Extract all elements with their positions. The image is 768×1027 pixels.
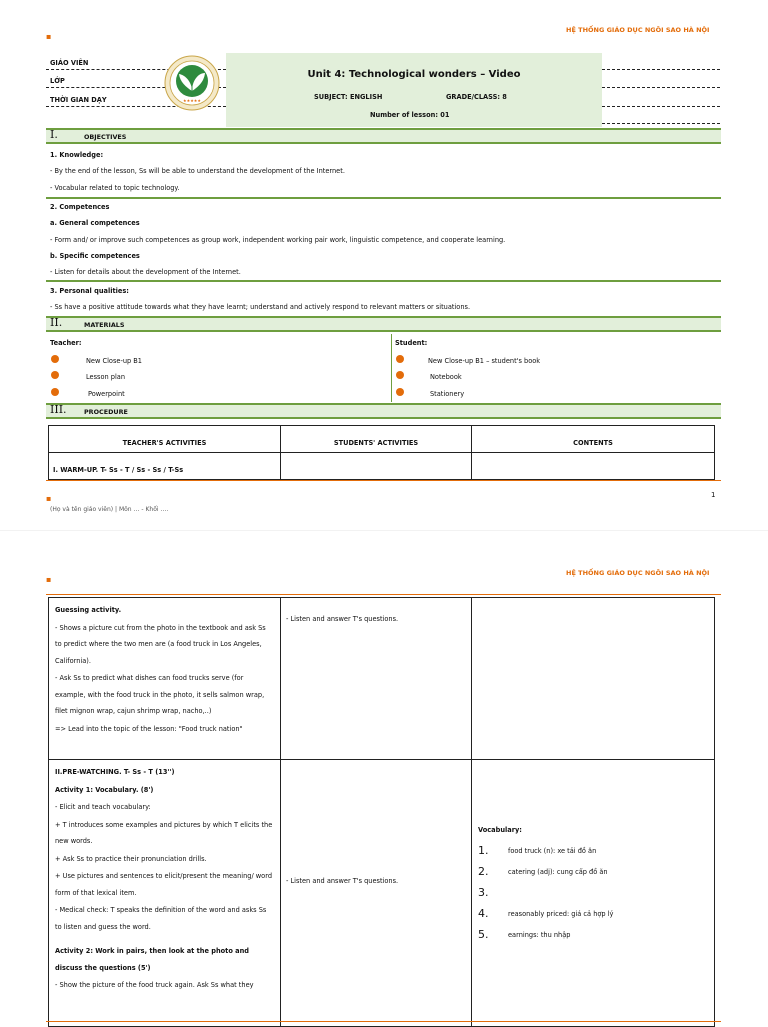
page2-header-mark: ▪ [46, 575, 52, 584]
general-competences-heading: a. General competences [50, 219, 140, 227]
lesson-number: Number of lesson: 01 [370, 111, 450, 119]
info-label-time: THỜI GIAN DẠY [50, 96, 107, 104]
procedure-table [48, 597, 715, 1027]
teacher-label: Teacher: [50, 339, 82, 347]
vocab-term: earnings: thu nhập [508, 930, 571, 939]
activity1-paragraph: + Ask Ss to practice their pronunciation drills. [55, 854, 207, 863]
student-material: Notebook [430, 373, 462, 381]
column-header-label: TEACHER'S ACTIVITIES [122, 438, 207, 447]
divider [46, 280, 721, 282]
procedure-table-header [48, 425, 715, 480]
table-cell [472, 453, 715, 480]
column-header-label: STUDENTS' ACTIVITIES [333, 438, 419, 447]
personal-qualities-heading: 3. Personal qualities: [50, 287, 129, 295]
vocab-number: 3. [478, 886, 489, 899]
column-header [472, 426, 715, 453]
activity2-heading: Activity 2: Work in pairs, then look at the photo and discuss the questions (5') [55, 947, 250, 972]
page2-bottom-rule [46, 1021, 721, 1022]
teacher-material: New Close-up B1 [86, 357, 142, 365]
page1-header-mark: ▪ [46, 32, 52, 41]
guessing-paragraph: - Shows a picture cut from the photo in the textbook and ask Ss to predict where the two men are (a food truck in Los Angeles, California). [55, 623, 266, 665]
teacher-material: Lesson plan [86, 373, 126, 381]
bullet-icon [51, 355, 59, 363]
specific-competences-heading: b. Specific competences [50, 252, 140, 260]
bullet-icon [396, 355, 404, 363]
page1-header-org: HỆ THỐNG GIÁO DỤC NGÔI SAO HÀ NỘI [566, 26, 710, 34]
vocab-item [478, 861, 708, 882]
vocabulary-heading: Vocabulary: [478, 826, 522, 834]
page1-bottom-rule [46, 480, 721, 481]
info-line-4 [602, 69, 720, 70]
materials-column-divider [391, 334, 392, 402]
student-label: Student: [395, 339, 428, 347]
warmup-cell [49, 453, 281, 480]
student-activity-text: - Listen and answer T's questions. [286, 877, 399, 885]
activity1-paragraph: - Medical check: T speaks the definition of the word and asks Ss to listen and guess the word. [55, 906, 267, 931]
bullet-icon [51, 388, 59, 396]
subject-label: SUBJECT: ENGLISH [314, 93, 383, 101]
page2-top-rule [46, 594, 721, 595]
section-label: OBJECTIVES [84, 133, 127, 141]
teacher-material: Powerpoint [88, 390, 125, 398]
student-material: Stationery [430, 390, 465, 398]
page-footer: (Họ và tên giáo viên) | Môn … - Khối …. [50, 506, 169, 513]
vocab-number: 4. [478, 907, 489, 920]
page1-footer-mark: ▪ [46, 494, 52, 503]
knowledge-item: - Vocabular related to topic technology. [50, 184, 180, 192]
activity1-paragraph: + Use pictures and sentences to elicit/present the meaning/ word form of that lexical item. [55, 872, 273, 897]
info-line-5 [602, 87, 720, 88]
column-header [49, 426, 281, 453]
student-activity-text: - Listen and answer T's questions. [286, 615, 399, 623]
section-number: III. [50, 403, 67, 416]
section-label: PROCEDURE [84, 408, 128, 416]
general-competences-text: - Form and/ or improve such competences as group work, independent working pair work, linguistic competence, and cooperate learning. [50, 236, 506, 244]
info-line-7 [602, 123, 720, 124]
section-number: II. [50, 316, 63, 329]
personal-qualities-text: - Ss have a positive attitude towards what they have learnt; understand and actively respond to relevant matters or situations. [50, 303, 471, 311]
section-procedure [46, 403, 721, 419]
specific-competences-text: - Listen for details about the development of the Internet. [50, 268, 241, 276]
lesson-title: Unit 4: Technological wonders – Video [307, 69, 521, 80]
prewatching-heading: II.PRE-WATCHING. T- Ss - T (13'') [55, 768, 175, 776]
vocab-term: reasonably priced: giá cả hợp lý [508, 909, 614, 918]
teacher-activity-cell [49, 598, 281, 760]
school-logo-icon [162, 53, 222, 113]
bullet-icon [51, 371, 59, 379]
page-gap [0, 530, 768, 531]
knowledge-heading: 1. Knowledge: [50, 151, 104, 159]
competences-heading: 2. Competences [50, 203, 110, 211]
table-cell [281, 453, 472, 480]
contents-cell [472, 598, 715, 760]
student-activity-cell [281, 598, 472, 760]
guessing-paragraph: - Ask Ss to predict what dishes can food trucks serve (for example, with the food truck in the photo, it sells salmon wrap, filet mignon wrap, cajun shrimp wrap, nacho,..) [55, 674, 265, 715]
bullet-icon [396, 371, 404, 379]
vocabulary-cell [472, 760, 715, 1027]
column-header [281, 426, 472, 453]
vocab-item [478, 924, 708, 945]
vocab-number: 5. [478, 928, 489, 941]
vocab-item [478, 840, 708, 861]
vocab-term: food truck (n): xe tải đồ ăn [508, 846, 597, 855]
section-materials [46, 316, 721, 332]
vocab-item [478, 903, 708, 924]
page2-header-org: HỆ THỐNG GIÁO DỤC NGÔI SAO HÀ NỘI [566, 569, 710, 577]
activity1-paragraph: - Elicit and teach vocabulary: [55, 803, 151, 811]
section-number: I. [50, 128, 58, 141]
warmup-label: I. WARM-UP. T- Ss - T / Ss - Ss / T-Ss [53, 465, 184, 474]
activity1-paragraph: + T introduces some examples and pictures by which T elicits the new words. [55, 820, 273, 845]
vocab-number: 1. [478, 844, 489, 857]
svg-text:★★★★★: ★★★★★ [183, 98, 201, 103]
section-label: MATERIALS [84, 321, 125, 329]
teacher-activity-cell [49, 760, 281, 1027]
vocab-item [478, 882, 708, 903]
section-objectives [46, 128, 721, 144]
guessing-paragraph: => Lead into the topic of the lesson: "Food truck nation" [55, 724, 243, 733]
info-label-teacher: GIÁO VIÊN [50, 59, 89, 67]
student-activity-cell [281, 760, 472, 1027]
info-line-6 [602, 106, 720, 107]
info-label-class: LỚP [50, 77, 65, 85]
grade-label: GRADE/CLASS: 8 [446, 93, 507, 101]
page-number: 1 [711, 491, 716, 499]
guessing-heading: Guessing activity. [55, 606, 122, 614]
column-header-label: CONTENTS [573, 438, 613, 447]
activity1-heading: Activity 1: Vocabulary. (8') [55, 785, 154, 794]
knowledge-item: - By the end of the lesson, Ss will be able to understand the development of the Internet. [50, 167, 345, 175]
activity2-paragraph: - Show the picture of the food truck again. Ask Ss what they [55, 981, 254, 989]
student-material: New Close-up B1 – student's book [428, 357, 541, 365]
divider [46, 197, 721, 199]
vocab-number: 2. [478, 865, 489, 878]
bullet-icon [396, 388, 404, 396]
vocab-term: catering (adj): cung cấp đồ ăn [508, 867, 608, 876]
